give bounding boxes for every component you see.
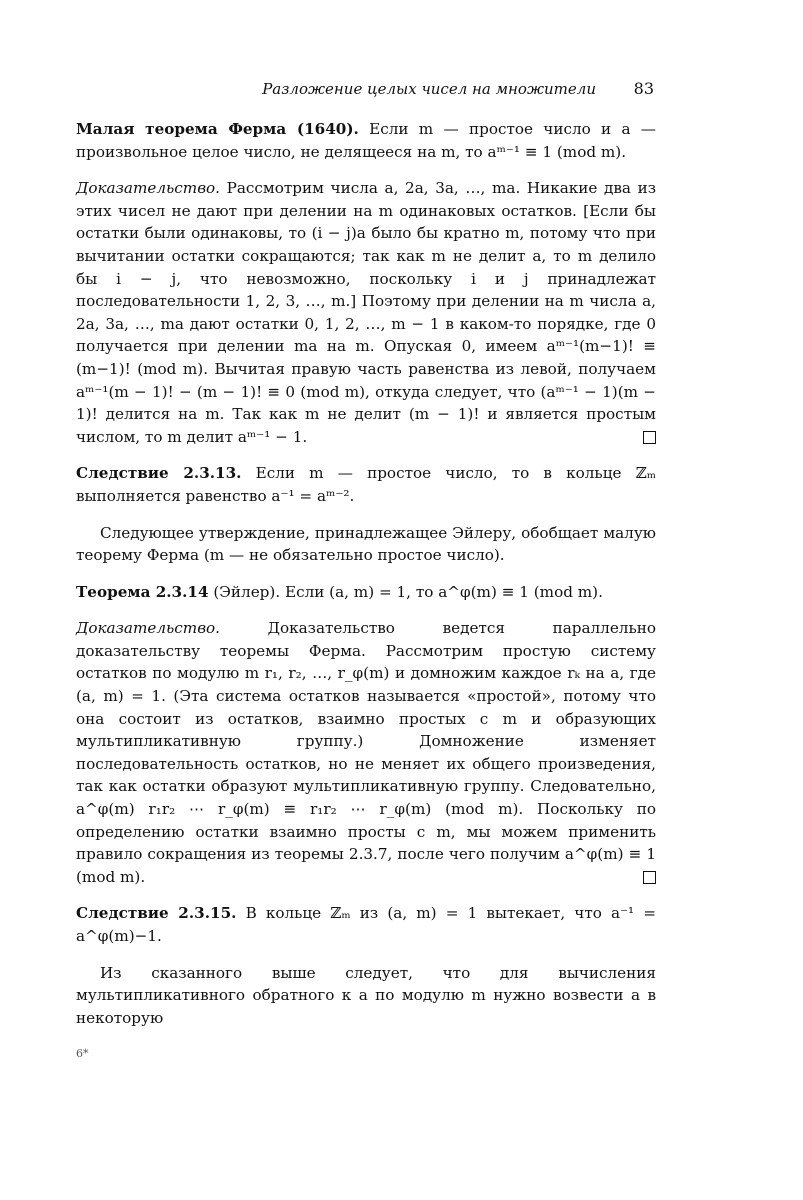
euler-intro xyxy=(76,522,656,567)
signature-mark: 6* xyxy=(76,1047,89,1060)
closing-paragraph xyxy=(76,962,656,1030)
qed-square-icon xyxy=(643,871,656,884)
corollary-text: Если m — простое число, то в кольце ℤₘ выполняется равенство a⁻¹ = aᵐ⁻². xyxy=(76,464,657,505)
proof-label: Доказательство. xyxy=(76,179,220,198)
page-body xyxy=(76,118,656,1043)
proof-label: Доказательство. xyxy=(76,619,220,638)
page-number: 83 xyxy=(633,79,654,98)
qed-square-icon xyxy=(643,431,656,444)
running-head: Разложение целых чисел на множители xyxy=(262,80,596,98)
theorem-label: Теорема 2.3.14 xyxy=(76,582,209,601)
corollary-label: Следствие 2.3.13. xyxy=(76,464,242,483)
page-header xyxy=(76,78,654,104)
corollary-2-3-13 xyxy=(76,462,656,507)
corollary-2-3-15 xyxy=(76,902,656,947)
corollary-text: В кольце ℤₘ из (a, m) = 1 вытекает, что a⁻¹ = a^φ(m)−1. xyxy=(76,904,656,945)
corollary-label: Следствие 2.3.15. xyxy=(76,904,237,923)
proof-fermat xyxy=(76,177,656,448)
theorem-2-3-14 xyxy=(76,581,656,604)
fermat-theorem xyxy=(76,118,656,163)
paragraph-text: Следующее утверждение, принадлежащее Эйлеру, обобщает малую теорему Ферма (m — не обязательно простое число). xyxy=(76,523,656,565)
paragraph-text: Из сказанного выше следует, что для вычисления мультипликативного обратного к a по модулю m нужно возвести a в некоторую xyxy=(76,963,656,1027)
proof-text: Доказательство ведется параллельно доказательству теоремы Ферма. Рассмотрим простую систему остатков по модулю m r₁, r₂, …, r_φ(m) и домножим каждое rₖ на a, где (a, m) = 1. (Эта система остатков называется «простой», потому что она состоит из остатков, взаимно простых с m и образующих мультипликативную группу.) Домножение изменяет последовательность остатков, но не меняет их общего произведения, так как остатки образуют мультипликативную группу. Следовательно, a^φ(m) r₁r₂ ⋯ r_φ(m) ≡ r₁r₂ ⋯ r_φ(m) (mod m). Поскольку по определению остатки взаимно просты с m, мы можем применить правило сокращения из теоремы 2.3.7, после чего получим a^φ(m) ≡ 1 (mod m). xyxy=(76,619,656,886)
proof-euler xyxy=(76,617,656,888)
theorem-label: Малая теорема Ферма (1640). xyxy=(76,120,359,138)
theorem-text: Если m — простое число и a — произвольное целое число, не делящееся на m, то aᵐ⁻¹ ≡ 1 (mod m). xyxy=(76,120,656,161)
proof-text: Рассмотрим числа a, 2a, 3a, …, ma. Никакие два из этих чисел не дают при делении на m одинаковых остатков. [Если бы остатки были одинаковы, то (i − j)a было бы кратно m, потому что при вычитании остатки сокращаются; так как m не делит a, то m делило бы i − j, что невозможно, поскольку i и j принадлежат последовательности 1, 2, 3, …, m.] Поэтому при делении на m числа a, 2a, 3a, …, ma дают остатки 0, 1, 2, …, m − 1 в каком-то порядке, где 0 получается при делении ma на m. Опуская 0, имеем aᵐ⁻¹(m−1)! ≡ (m−1)! (mod m). Вычитая правую часть равенства из левой, получаем aᵐ⁻¹(m − 1)! − (m − 1)! ≡ 0 (mod m), откуда следует, что (aᵐ⁻¹ − 1)(m − 1)! делится на m. Так как m не делит (m − 1)! и является простым числом, то m делит aᵐ⁻¹ − 1. xyxy=(76,179,657,446)
theorem-text: (Эйлер). Если (a, m) = 1, то a^φ(m) ≡ 1 (mod m). xyxy=(213,582,603,601)
